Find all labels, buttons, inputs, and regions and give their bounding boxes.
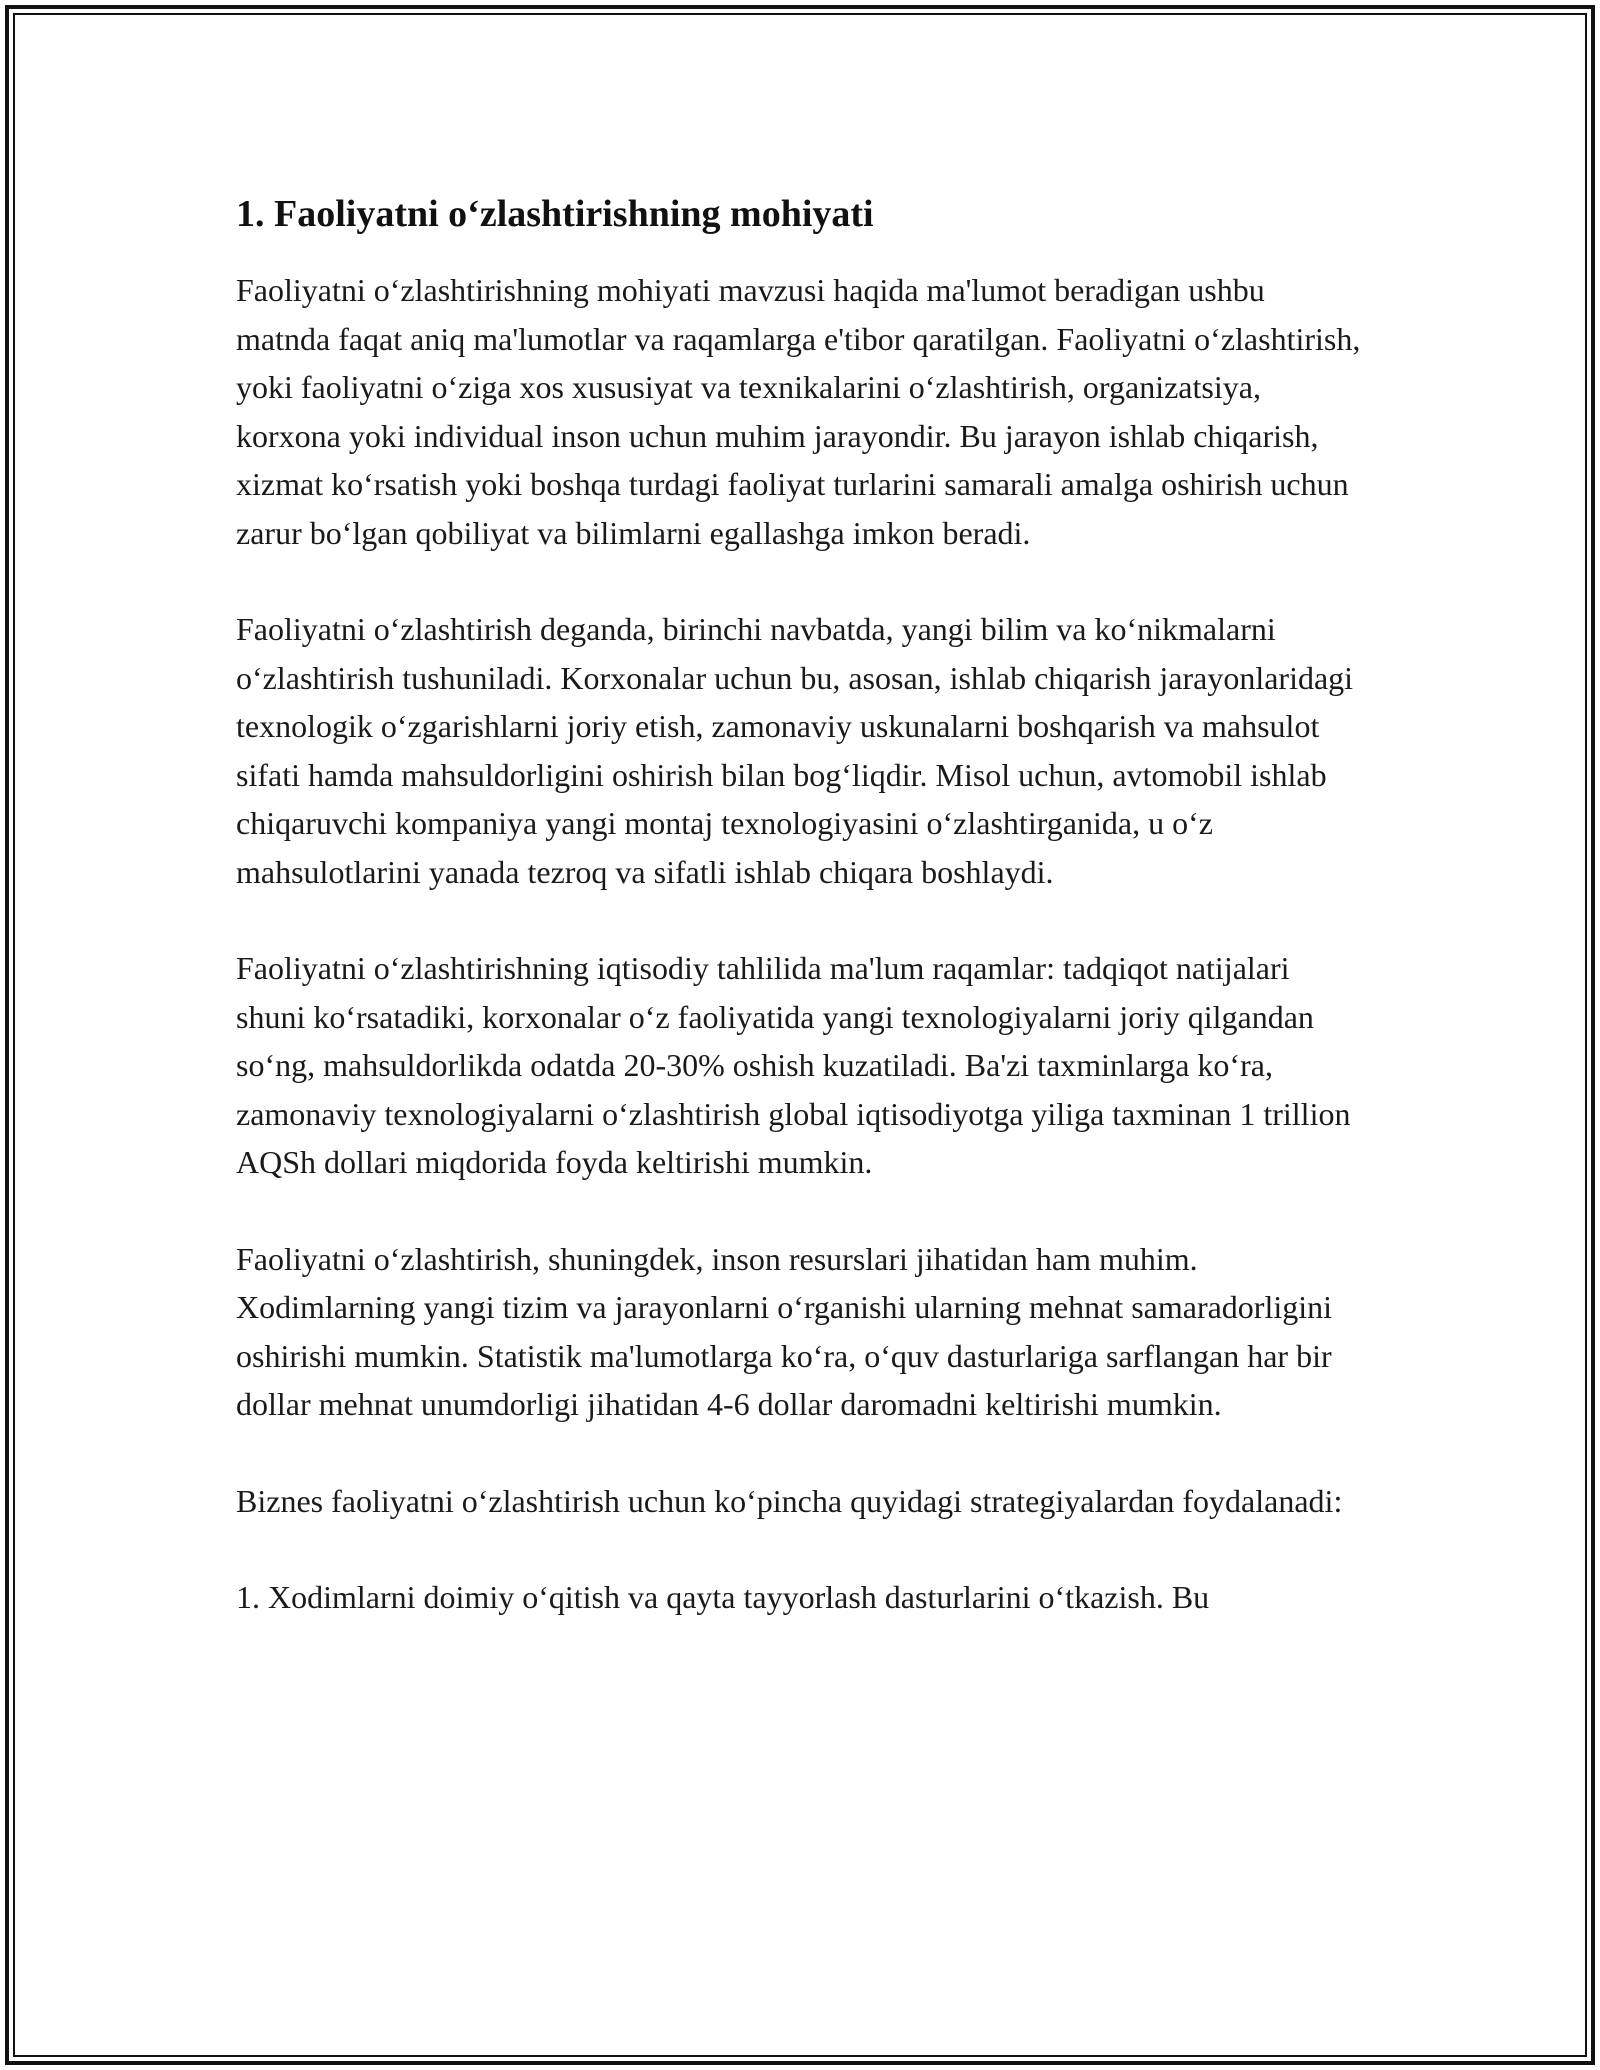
section-heading: 1. Faoliyatni o‘zlashtirishning mohiyati	[236, 193, 874, 235]
list-item-strategy-1: 1. Xodimlarni doimiy o‘qitish va qayta tayyorlash dasturlarini o‘tkazish. Bu	[236, 1579, 1210, 1615]
paragraph-economic-analysis: Faoliyatni o‘zlashtirishning iqtisodiy tahlilida ma'lum raqamlar: tadqiqot natijalari shuni ko‘rsatadiki, korxonalar o‘z faoliyatida yangi texnologiyalarni joriy qilgandan so‘ng, mahsuldorlikda odatda 20-30% oshish kuzatiladi. Ba'zi taxminlarga ko‘ra, zamonaviy texnologiyalarni o‘zlashtirish global iqtisodiyotga yiliga taxminan 1 trillion AQSh dollari miqdorida foyda keltirishi mumkin.	[236, 950, 1351, 1180]
paragraph-intro: Faoliyatni o‘zlashtirishning mohiyati mavzusi haqida ma'lumot beradigan ushbu matnda faqat aniq ma'lumotlar va raqamlarga e'tibor qaratilgan. Faoliyatni o‘zlashtirish, yoki faoliyatni o‘ziga xos xususiyat va texnikalarini o‘zlashtirish, organizatsiya, korxona yoki individual inson uchun muhim jarayondir. Bu jarayon ishlab chiqarish, xizmat ko‘rsatish yoki boshqa turdagi faoliyat turlarini samarali amalga oshirish uchun zarur bo‘lgan qobiliyat va bilimlarni egallashga imkon beradi.	[236, 272, 1361, 551]
paragraph-human-resources: Faoliyatni o‘zlashtirish, shuningdek, inson resurslari jihatidan ham muhim. Xodimlarning yangi tizim va jarayonlarni o‘rganishi ularning mehnat samaradorligini oshirishi mumkin. Statistik ma'lumotlarga ko‘ra, o‘quv dasturlariga sarflangan har bir dollar mehnat unumdorligi jihatidan 4-6 dollar daromadni keltirishi mumkin.	[236, 1240, 1333, 1422]
paragraph-strategies-intro: Biznes faoliyatni o‘zlashtirish uchun ko‘pincha quyidagi strategiyalardan foydalanadi:	[236, 1482, 1343, 1519]
document-body	[236, 186, 1366, 1622]
paragraph-definition: Faoliyatni o‘zlashtirish deganda, birinchi navbatda, yangi bilim va ko‘nikmalarni o‘zlashtirish tushuniladi. Korxonalar uchun bu, asosan, ishlab chiqarish jarayonlaridagi texnologik o‘zgarishlarni joriy etish, zamonaviy uskunalarni boshqarish va mahsulot sifati hamda mahsuldorligini oshirish bilan bog‘liqdir. Misol uchun, avtomobil ishlab chiqaruvchi kompaniya yangi montaj texnologiyasini o‘zlashtirganida, u o‘z mahsulotlarini yanada tezroq va sifatli ishlab chiqara boshlaydi.	[236, 611, 1354, 890]
